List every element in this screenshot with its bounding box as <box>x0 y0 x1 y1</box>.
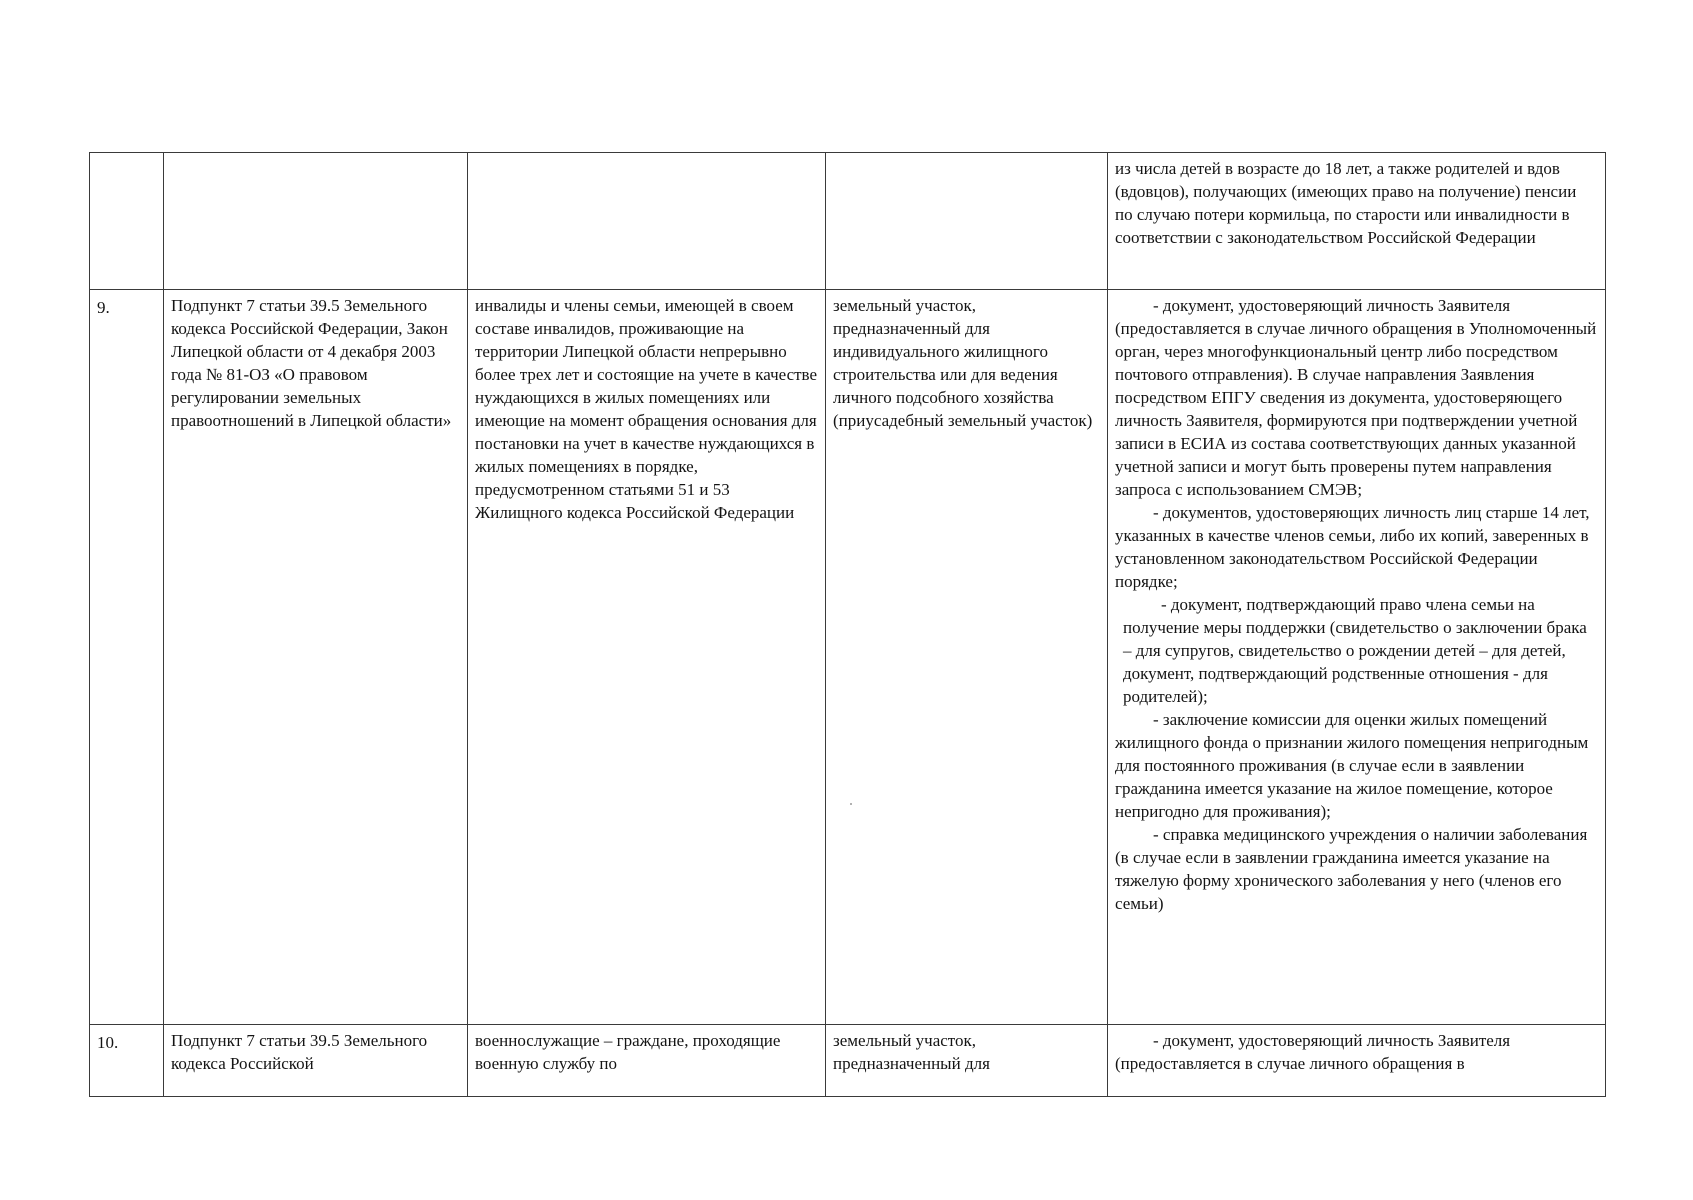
land-plot-cell <box>826 1025 1108 1097</box>
table-row-9 <box>90 290 1606 1025</box>
row-number-cell <box>90 290 164 1025</box>
basis-cell <box>164 290 468 1025</box>
documents-cell <box>1108 1025 1606 1097</box>
document-item: - документ, удостоверяющий личность Заявителя (предоставляется в случае личного обращения в <box>1115 1031 1511 1073</box>
category-cell <box>468 1025 826 1097</box>
land-plot-cell <box>826 290 1108 1025</box>
legal-basis-text: Подпункт 7 статьи 39.5 Земельного кодекса Российской Федерации, Закон Липецкой области от 4 декабря 2003 года № 81-ОЗ «О правовом регулировании земельных правоотношений в Липецкой области» <box>171 296 452 430</box>
land-plot-cell <box>826 153 1108 290</box>
row-number: 10. <box>97 1033 119 1052</box>
document-item: - документ, подтверждающий право члена семьи на получение меры поддержки (свидетельство о заключении брака – для супругов, свидетельство о рождении детей – для детей, документ, подтверждающий родственные отношения - для родителей); <box>1123 595 1587 706</box>
document-item: - документов, удостоверяющих личность лиц старше 14 лет, указанных в качестве членов семьи, либо их копий, заверенных в установленном законодательством Российской Федерации порядке; <box>1115 503 1590 591</box>
document-item: - заключение комиссии для оценки жилых помещений жилищного фонда о признании жилого помещения непригодным для постоянного проживания (в случае если в заявлении гражданина имеется указание на жилое помещение, которое непригодно для проживания); <box>1115 710 1589 821</box>
documents-cell <box>1108 153 1606 290</box>
documents-table <box>89 152 1606 1097</box>
basis-cell <box>164 1025 468 1097</box>
category-cell <box>468 290 826 1025</box>
table-row-10 <box>90 1025 1606 1097</box>
citizen-category-text: инвалиды и члены семьи, имеющей в своем составе инвалидов, проживающие на территории Липецкой области непрерывно более трех лет и состоящие на учете в качестве нуждающихся в жилых помещениях или имеющие на момент обращения основания для постановки на учет в качестве нуждающихся в жилых помещениях в порядке, предусмотренном статьями 51 и 53 Жилищного кодекса Российской Федерации <box>475 296 818 522</box>
document-item: - справка медицинского учреждения о наличии заболевания (в случае если в заявлении гражданина имеется указание на тяжелую форму хронического заболевания у него (членов его семьи) <box>1115 825 1588 913</box>
land-plot-text: земельный участок, предназначенный для индивидуального жилищного строительства или для ведения личного подсобного хозяйства (приусадебный земельный участок) <box>833 296 1093 430</box>
basis-cell <box>164 153 468 290</box>
scan-speck <box>850 803 852 805</box>
legal-basis-text: Подпункт 7 статьи 39.5 Земельного кодекса Российской <box>171 1031 428 1073</box>
row-number: 9. <box>97 298 110 317</box>
documents-continued-text: из числа детей в возрасте до 18 лет, а также родителей и вдов (вдовцов), получающих (имеющих право на получение) пенсии по случаю потери кормильца, по старости или инвалидности в соответствии с законодательством Российской Федерации <box>1115 159 1577 247</box>
row-number-cell <box>90 1025 164 1097</box>
table-row-continued <box>90 153 1606 290</box>
category-cell <box>468 153 826 290</box>
citizen-category-text: военнослужащие – граждане, проходящие военную службу по <box>475 1031 781 1073</box>
land-plot-text: земельный участок, предназначенный для <box>833 1031 990 1073</box>
row-number-cell <box>90 153 164 290</box>
document-item: - документ, удостоверяющий личность Заявителя (предоставляется в случае личного обращения в Уполномоченный орган, через многофункциональный центр либо посредством почтового отправления). В случае направления Заявления посредством ЕПГУ сведения из документа, удостоверяющего личность Заявителя, формируются при подтверждении учетной записи в ЕСИА из состава соответствующих данных указанной учетной записи и могут быть проверены путем направления запроса с использованием СМЭВ; <box>1115 296 1597 499</box>
documents-cell <box>1108 290 1606 1025</box>
